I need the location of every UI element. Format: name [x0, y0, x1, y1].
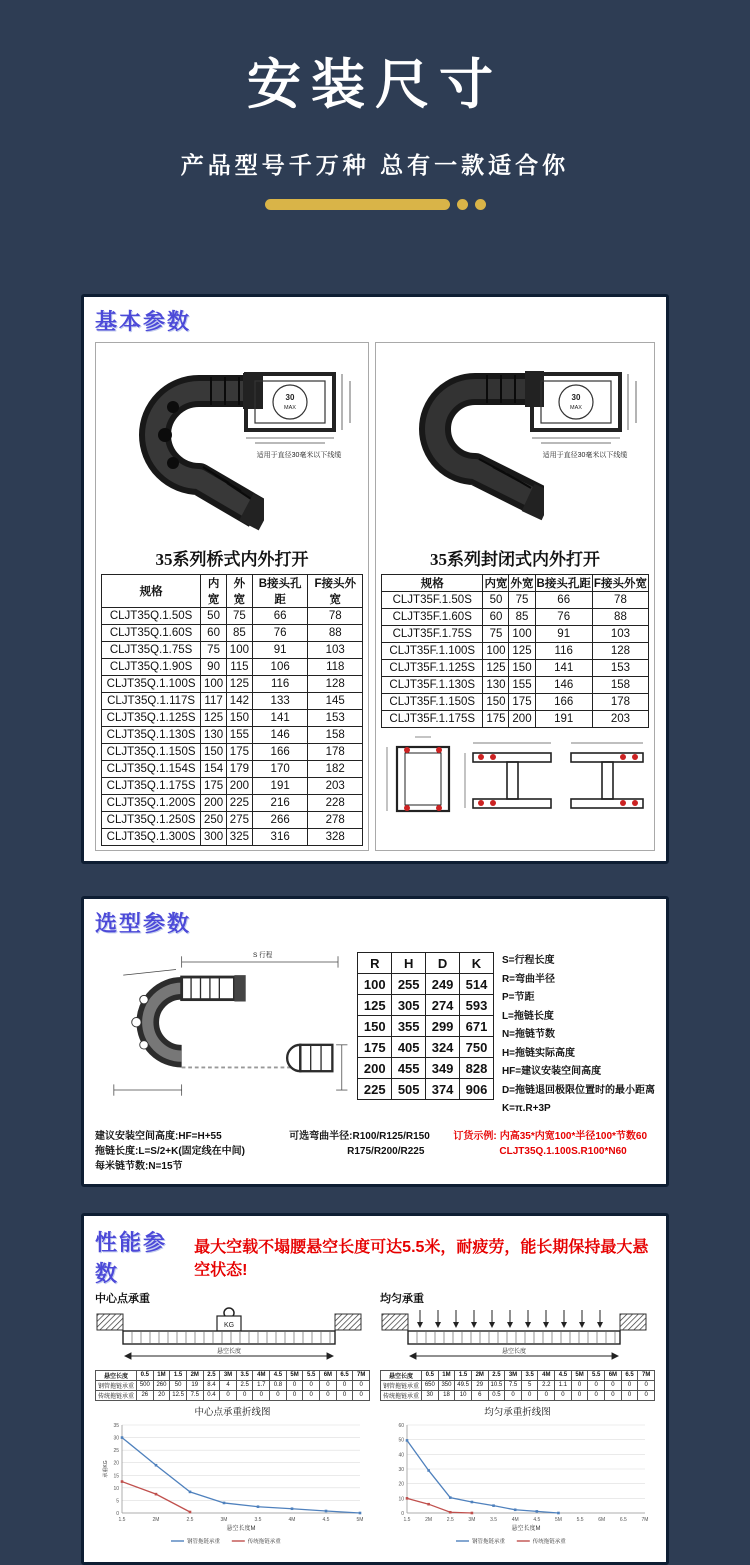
dimension-legend	[502, 942, 655, 1119]
table-row: CLJT35Q.1.90S 90 115 106 118	[102, 659, 363, 676]
table-row: CLJT35F.1.125S 125 150 141 153	[382, 660, 649, 677]
table-header-row: 悬空长度 0.5 1M 1.5 2M 2.5 3M 3.5 4M 4.5 5M 5.5 6M 6.5 7M	[96, 1370, 370, 1380]
product-grid	[95, 342, 655, 851]
list-item: 拖链长度:L=S/2+K(固定线在中间)	[95, 1145, 246, 1157]
product-title-closed: 35系列封闭式内外打开	[430, 550, 600, 569]
svg-text:悬空长度M: 悬空长度M	[511, 1525, 540, 1532]
svg-text:承重KG: 承重KG	[102, 1459, 109, 1478]
svg-text:悬空长度: 悬空长度	[501, 1348, 527, 1355]
table-header-row: 规格 内宽 外宽 B接头孔距 F接头外宽	[102, 575, 363, 608]
performance-grid	[95, 1290, 655, 1552]
cable-section-drawing	[235, 369, 363, 460]
table-row: CLJT35Q.1.117S 117 142 133 145	[102, 693, 363, 710]
svg-text:MAX: MAX	[284, 405, 296, 411]
table-row: CLJT35Q.1.100S 100 125 116 128	[102, 676, 363, 693]
svg-text:10: 10	[397, 1495, 404, 1502]
svg-text:30: 30	[112, 1435, 119, 1442]
svg-text:25: 25	[112, 1447, 119, 1454]
svg-text:20: 20	[112, 1460, 119, 1467]
table-row: 225 505 374 906	[358, 1079, 494, 1100]
list-item: R100/R125/R150	[352, 1130, 430, 1142]
uniform-load-drawing	[380, 1306, 648, 1364]
section-title-basic: 基本参数	[95, 309, 192, 334]
svg-text:5.5: 5.5	[576, 1516, 584, 1523]
list-item: D=拖链退回极限位置时的最小距离	[501, 1084, 655, 1096]
radius-options-label: 可选弯曲半径:	[289, 1130, 353, 1142]
svg-text:1.5: 1.5	[403, 1516, 410, 1523]
svg-text:3M: 3M	[467, 1516, 475, 1523]
section-title-selection: 选型参数	[95, 911, 192, 936]
table-row: 100 255 249 514	[358, 974, 494, 995]
svg-text:3.5: 3.5	[254, 1516, 261, 1523]
svg-text:50: 50	[397, 1437, 404, 1444]
svg-text:4.5: 4.5	[322, 1516, 329, 1523]
svg-text:4M: 4M	[288, 1516, 295, 1523]
table-row: CLJT35F.1.150S 150 175 166 178	[382, 694, 649, 711]
divider-bar	[265, 199, 450, 210]
svg-text:2.5: 2.5	[186, 1516, 193, 1523]
drawing-caption: 适用于直径30毫米以下线缆	[256, 452, 342, 459]
svg-text:6.5: 6.5	[619, 1516, 627, 1523]
svg-text:10: 10	[112, 1485, 119, 1492]
list-item: 每米链节数:N=15节	[95, 1160, 183, 1172]
svg-text:5: 5	[115, 1497, 119, 1504]
svg-text:30: 30	[285, 393, 295, 402]
svg-text:4M: 4M	[511, 1516, 519, 1523]
list-item: K=π.R+3P	[501, 1103, 551, 1114]
selection-notes	[95, 1129, 655, 1174]
svg-text:3.5: 3.5	[489, 1516, 497, 1523]
table-row: CLJT35Q.1.300S 300 325 316 328	[102, 829, 363, 846]
table-row: CLJT35Q.1.75S 75 100 91 103	[102, 642, 363, 659]
uniform-load-column	[380, 1290, 655, 1552]
table-row: 150 355 299 671	[358, 1016, 494, 1037]
table-row: 钢管拖链承重 650 350 49.5 29 10.5 7.5 5 2.2 1.1 0 0 0 0 0	[381, 1380, 655, 1390]
svg-text:6M: 6M	[597, 1516, 605, 1523]
table-header-row: 悬空长度 0.5 1M 1.5 2M 2.5 3M 3.5 4M 4.5 5M 5.5 6M 6.5 7M	[381, 1370, 655, 1380]
gold-divider	[0, 196, 750, 208]
uniform-load-table	[380, 1370, 655, 1401]
svg-text:悬空长度: 悬空长度	[216, 1348, 242, 1355]
cable-section-drawing	[521, 369, 649, 460]
svg-text:15: 15	[112, 1472, 119, 1479]
svg-text:5M: 5M	[554, 1516, 562, 1523]
table-row: CLJT35Q.1.50S 50 75 66 78	[102, 608, 363, 625]
order-example-label: 订货示例:	[453, 1130, 497, 1142]
list-item: R=弯曲半径	[501, 973, 555, 985]
svg-text:40: 40	[397, 1451, 404, 1458]
cable-section-svg	[524, 369, 646, 445]
basic-params-panel	[81, 294, 669, 864]
divider-dot	[475, 199, 486, 210]
table-row: CLJT35Q.1.154S 154 179 170 182	[102, 761, 363, 778]
spec-table-closed	[381, 574, 649, 728]
table-row: CLJT35F.1.75S 75 100 91 103	[382, 626, 649, 643]
list-item: S=行程长度	[501, 955, 555, 966]
drag-chain-photo	[379, 355, 544, 537]
table-row: CLJT35Q.1.200S 200 225 216 228	[102, 795, 363, 812]
svg-text:KG: KG	[223, 1321, 235, 1329]
table-row: CLJT35Q.1.60S 60 85 76 88	[102, 625, 363, 642]
hero-header	[0, 0, 750, 208]
svg-text:20: 20	[397, 1481, 404, 1488]
product-visual	[381, 347, 649, 543]
performance-params-panel	[81, 1213, 669, 1565]
install-notes	[95, 1129, 289, 1174]
table-row: CLJT35Q.1.125S 125 150 141 153	[102, 710, 363, 727]
product-box-closed-type	[375, 342, 655, 851]
rhdk-table	[357, 952, 494, 1100]
uniform-load-chart	[385, 1419, 651, 1547]
table-header-row: R H D K	[358, 953, 494, 974]
list-item: 内高35*内宽100*半径100*节数60	[499, 1130, 648, 1142]
table-header-row: 规格 内宽 外宽 B接头孔距 F接头外宽	[382, 575, 649, 592]
uniform-load-label: 均匀承重	[380, 1292, 424, 1305]
table-row: 传统拖链承重 26 20 12.5 7.5 0.4 0 0 0 0 0 0 0 0 0	[96, 1390, 370, 1400]
center-load-table	[95, 1370, 370, 1401]
radius-options	[289, 1129, 453, 1174]
table-row: CLJT35Q.1.175S 175 200 191 203	[102, 778, 363, 795]
svg-text:钢管拖链承重: 钢管拖链承重	[471, 1538, 505, 1545]
list-item: R175/R200/R225	[347, 1145, 425, 1157]
table-row: 200 455 349 828	[358, 1058, 494, 1079]
list-item: H=拖链实际高度	[501, 1047, 575, 1059]
product-title-bridge: 35系列桥式内外打开	[155, 550, 309, 569]
svg-text:传统拖链承重: 传统拖链承重	[247, 1538, 281, 1545]
svg-text:传统拖链承重: 传统拖链承重	[532, 1538, 566, 1545]
performance-header	[95, 1226, 655, 1288]
page-subtitle: 产品型号千万种 总有一款适合你	[180, 152, 570, 178]
svg-text:7M: 7M	[641, 1516, 648, 1523]
table-row: 175 405 324 750	[358, 1037, 494, 1058]
product-box-bridge-type	[95, 342, 369, 851]
table-row: CLJT35F.1.60S 60 85 76 88	[382, 609, 649, 626]
table-row: CLJT35F.1.175S 175 200 191 203	[382, 711, 649, 728]
svg-text:0: 0	[115, 1510, 119, 1517]
list-item: N=拖链节数	[501, 1029, 555, 1040]
section-title-performance: 性能参数	[95, 1229, 168, 1286]
table-row: 钢管拖链承重 500 260 50 19 8.4 4 2.5 1.7 0.8 0 0 0 0 0	[96, 1380, 370, 1390]
svg-text:2M: 2M	[152, 1516, 159, 1523]
list-item: L=拖链长度	[501, 1010, 554, 1022]
page-title: 安装尺寸	[247, 55, 503, 115]
uniform-load-chart-title: 均匀承重折线图	[484, 1406, 551, 1418]
product-visual	[101, 347, 363, 543]
svg-text:35: 35	[112, 1422, 119, 1429]
table-row: CLJT35F.1.130S 130 155 146 158	[382, 677, 649, 694]
svg-text:5M: 5M	[356, 1516, 363, 1523]
svg-text:0: 0	[400, 1510, 404, 1517]
svg-text:2.5: 2.5	[446, 1516, 454, 1523]
center-load-label: 中心点承重	[95, 1292, 150, 1305]
end-bracket-svg	[381, 731, 649, 823]
svg-text:3M: 3M	[220, 1516, 227, 1523]
center-load-chart	[100, 1419, 366, 1547]
order-example	[453, 1129, 655, 1174]
table-row: 传统拖链承重 30 18 10 6 0.5 0 0 0 0 0 0 0 0 0	[381, 1390, 655, 1400]
selection-diagram	[95, 942, 349, 1110]
list-item: 建议安装空间高度:HF=H+55	[95, 1130, 222, 1142]
list-item: P=节距	[501, 992, 535, 1003]
center-load-chart-title: 中心点承重折线图	[194, 1406, 271, 1418]
selection-params-panel	[81, 896, 669, 1187]
svg-text:MAX: MAX	[570, 405, 582, 411]
svg-text:1.5: 1.5	[118, 1516, 125, 1523]
spec-table-bridge	[101, 574, 363, 846]
cable-section-svg	[238, 369, 360, 445]
table-row: CLJT35Q.1.130S 130 155 146 158	[102, 727, 363, 744]
table-row: 125 305 274 593	[358, 995, 494, 1016]
svg-text:悬空长度M: 悬空长度M	[226, 1525, 255, 1532]
center-load-drawing	[95, 1306, 363, 1364]
center-load-column	[95, 1290, 370, 1552]
table-row: CLJT35F.1.50S 50 75 66 78	[382, 592, 649, 609]
svg-text:60: 60	[397, 1422, 404, 1429]
drawing-caption: 适用于直径30毫米以下线缆	[542, 452, 628, 459]
svg-text:30: 30	[397, 1466, 404, 1473]
performance-headline: 最大空载不塌腰悬空长度可达5.5米，耐疲劳，能长期保持最大悬空状态!	[194, 1238, 649, 1279]
list-item: HF=建议安装空间高度	[501, 1066, 602, 1077]
table-row: CLJT35F.1.100S 100 125 116 128	[382, 643, 649, 660]
svg-text:4.5: 4.5	[532, 1516, 540, 1523]
svg-text:钢管拖链承重: 钢管拖链承重	[186, 1538, 220, 1545]
svg-text:2M: 2M	[424, 1516, 432, 1523]
table-row: CLJT35Q.1.250S 250 275 266 278	[102, 812, 363, 829]
divider-dot	[457, 199, 468, 210]
svg-text:S 行程: S 行程	[252, 952, 273, 960]
svg-text:30: 30	[571, 393, 581, 402]
list-item: CLJT35Q.1.100S.R100*N60	[499, 1145, 627, 1157]
selection-grid	[95, 942, 655, 1119]
end-bracket-drawings	[381, 731, 649, 828]
table-row: CLJT35Q.1.150S 150 175 166 178	[102, 744, 363, 761]
